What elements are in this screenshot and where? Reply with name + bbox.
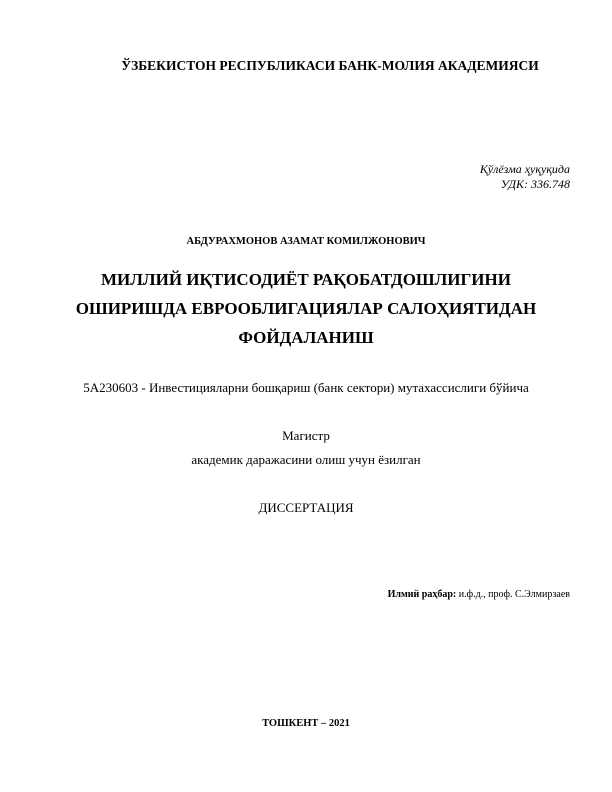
city-year: ТОШКЕНТ – 2021 xyxy=(262,718,350,729)
scientific-advisor xyxy=(388,589,570,600)
degree-description: академик даражасини олиш учун ёзилган xyxy=(191,452,421,467)
manuscript-rights-block xyxy=(480,162,570,192)
thesis-title-line-1: МИЛЛИЙ ИҚТИСОДИЁТ РАҚОБАТДОШЛИГИНИ xyxy=(101,270,511,289)
document-type: ДИССЕРТАЦИЯ xyxy=(258,500,354,515)
specialty-line: 5А230603 - Инвестицияларни бошқариш (банк сектори) мутахассислиги бўйича xyxy=(83,380,529,395)
advisor-name: и.ф.д., проф. С.Элмирзаев xyxy=(456,589,570,600)
thesis-title-line-3: ФОЙДАЛАНИШ xyxy=(238,328,374,347)
degree-label: Магистр xyxy=(282,428,330,443)
manuscript-rights-label: Қўлёзма ҳуқуқида xyxy=(479,162,570,176)
advisor-label: Илмий раҳбар: xyxy=(387,589,457,600)
thesis-title-line-2: ОШИРИШДА ЕВРООБЛИГАЦИЯЛАР САЛОҲИЯТИДАН xyxy=(75,299,537,318)
thesis-title xyxy=(0,265,612,352)
udk-code: УДК: 336.748 xyxy=(500,177,570,191)
author-name: АБДУРАХМОНОВ АЗАМАТ КОМИЛЖОНОВИЧ xyxy=(186,236,426,247)
academy-header: ЎЗБЕКИСТОН РЕСПУБЛИКАСИ БАНК-МОЛИЯ АКАДЕМИЯСИ xyxy=(121,58,539,73)
